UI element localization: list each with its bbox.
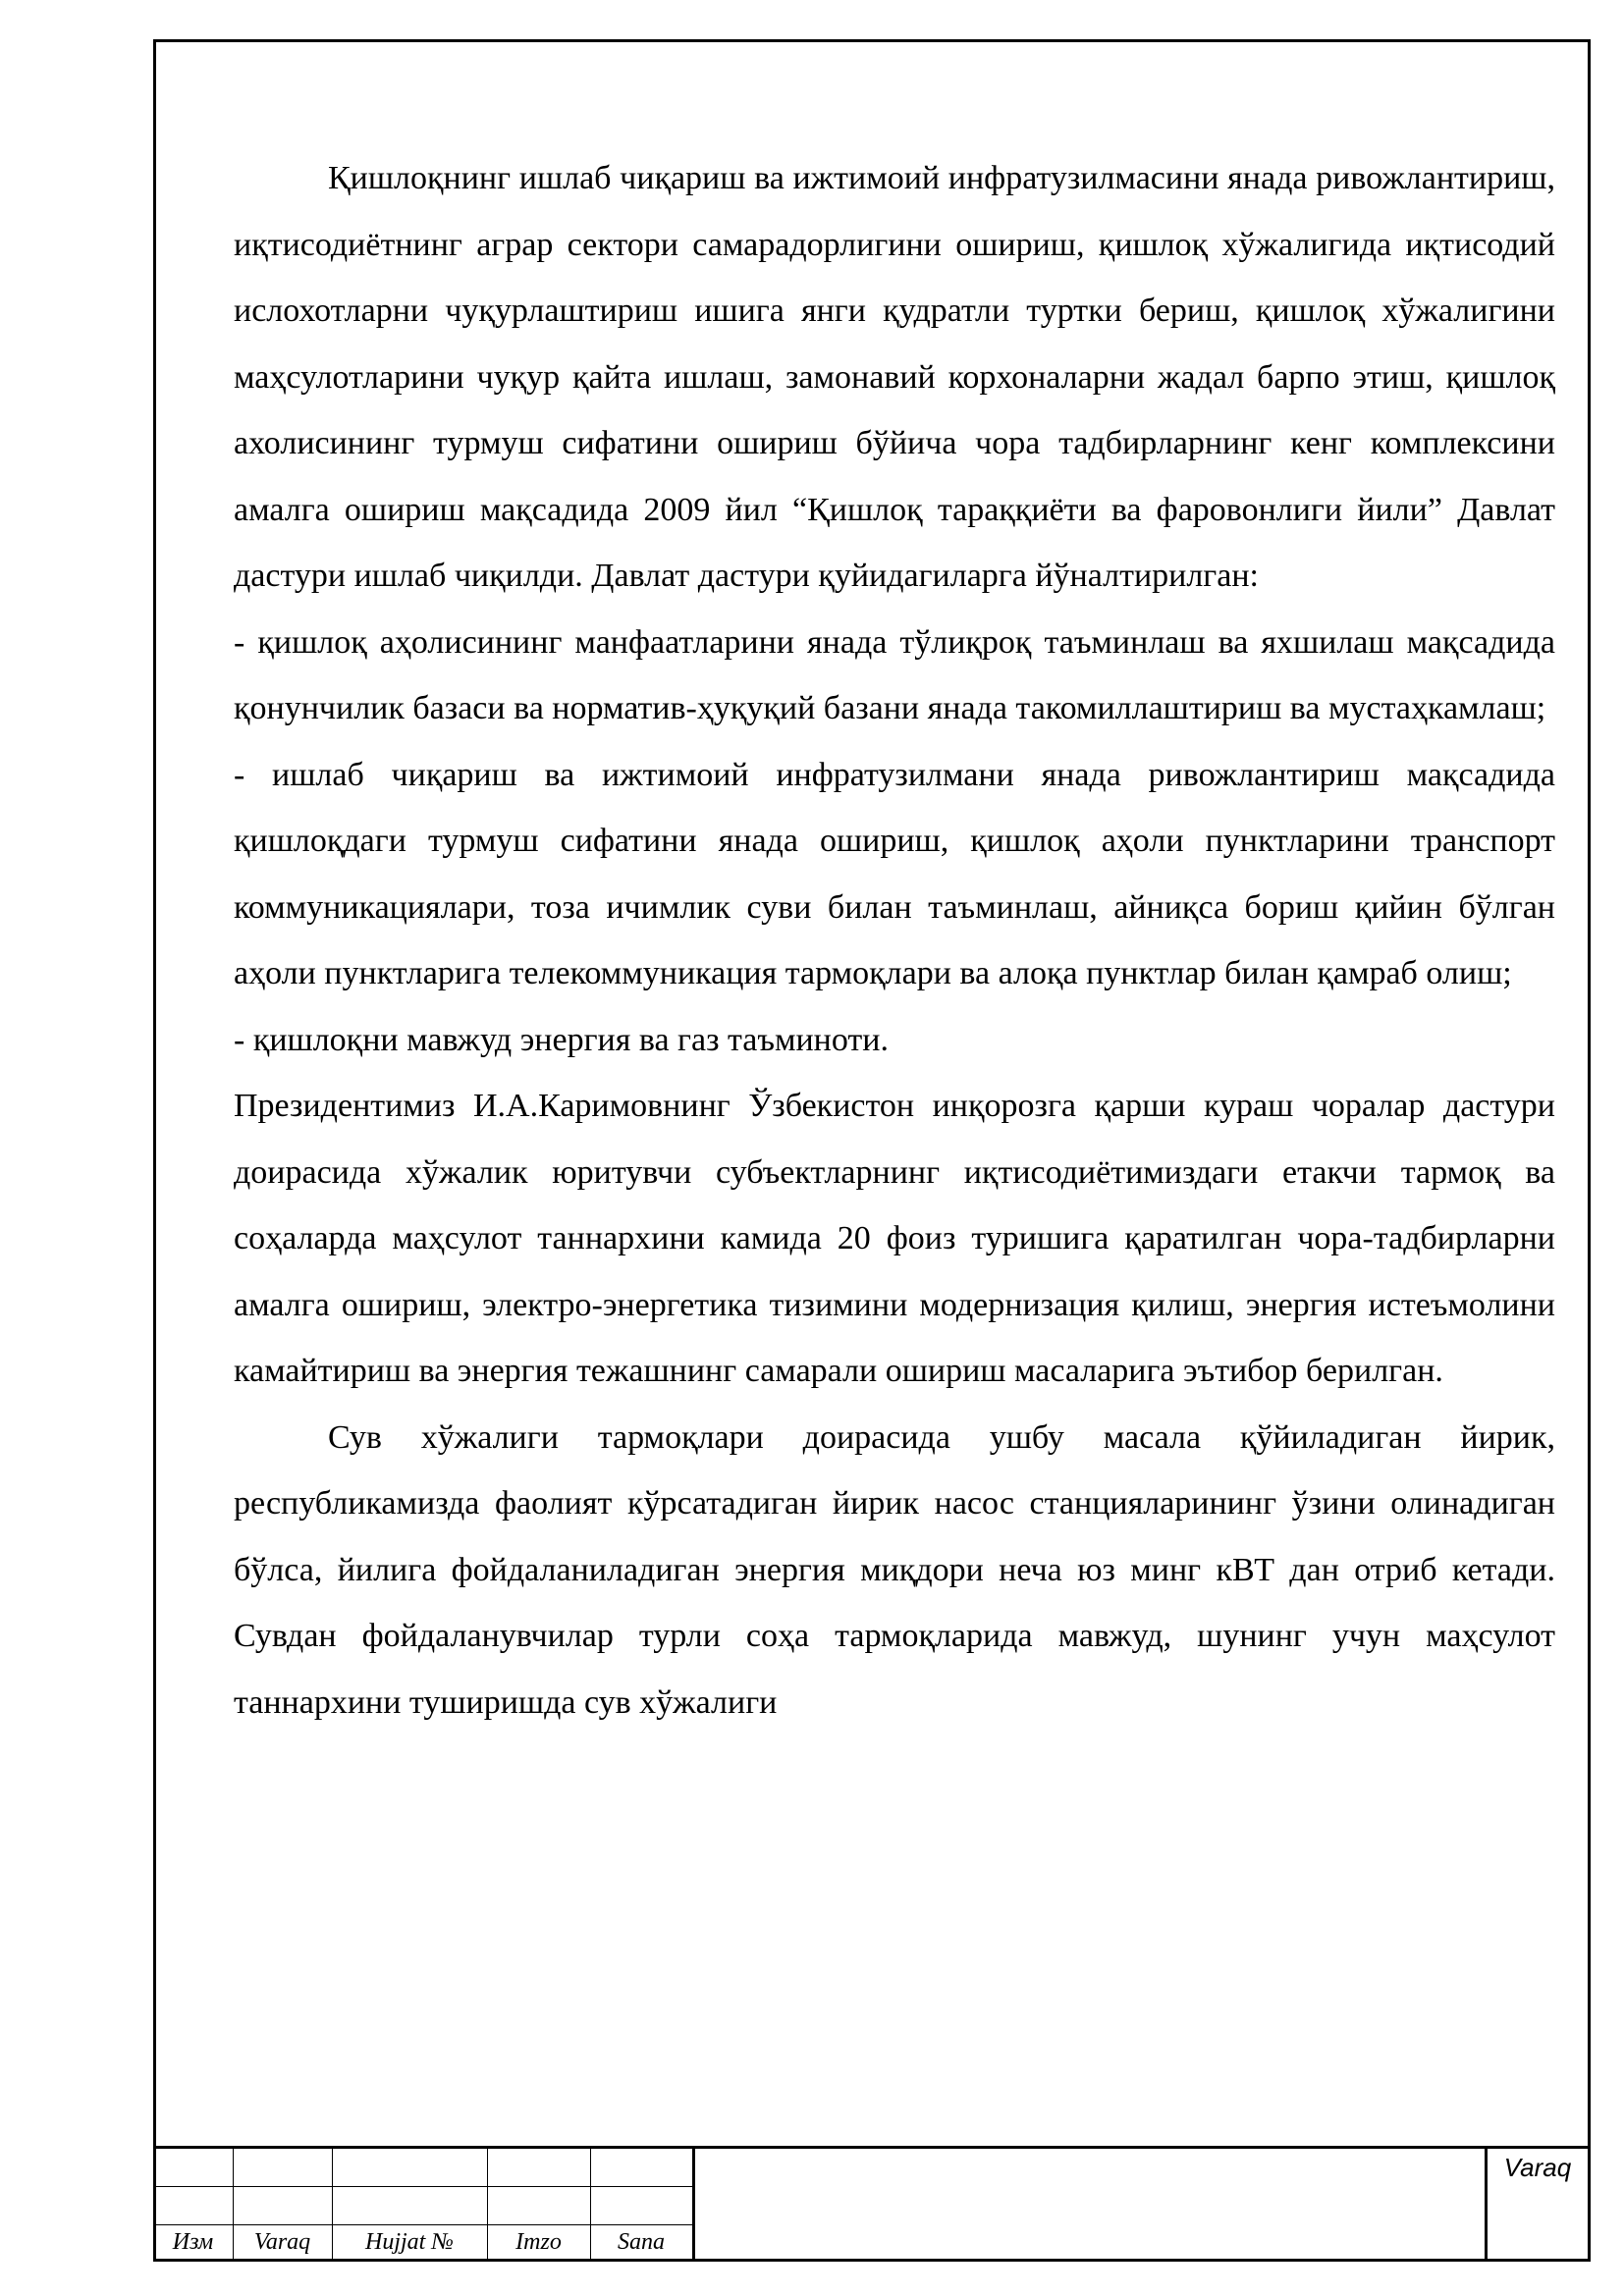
paragraph-6: Сув хўжалиги тармоқлари доирасида ушбу масала қўйиладиган йирик, республикамизда фаолият кўрсатадиган йирик насос станцияларининг ўзини олинадиган бўлса, йилига фойдаланиладиган энергия миқдори неча юз минг кВТ дан отриб кетади. Сувдан фойдаланувчилар турли соҳа тармоқларида мавжуд, шунинг учун маҳсулот таннархини туширишда сув хўжалиги [234, 1418, 1555, 1721]
title-block [153, 2146, 1591, 2262]
izm-label: Изм [172, 2229, 214, 2255]
sana-label: Sana [618, 2229, 665, 2255]
paragraph-5: Президентимиз И.А.Каримовнинг Ўзбекистон инқорозга қарши кураш чоралар дастури доирасида хўжалик юритувчи субъектларнинг иқтисодиётимиздаги етакчи тармоқ ва соҳаларда маҳсулот таннархини камида 20 фоиз туришига қаратилган чора-тадбирларни амалга ошириш, электро-энергетика тизимини модернизация қилиш, энергия истеъмолини камайтириш ва энергия тежашнинг самарали ошириш масаларига эътибор берилган. [234, 1088, 1555, 1389]
title-block-grid [153, 2149, 695, 2262]
paragraph-2: - қишлоқ аҳолисининг манфаатларини янада тўлиқроқ таъминлаш ва яхшилаш мақсадида қонунчилик базаси ва норматив-ҳуқуқий базани янада такомиллаштириш ва мустаҳкамлаш; [234, 623, 1555, 726]
paragraph-3: - ишлаб чиқариш ва ижтимоий инфратузилмани янада ривожлантириш мақсадида қишлоқдаги турмуш сифатини янада ошириш, қишлоқ аҳоли пунктларини транспорт коммуникациялари, тоза ичимлик суви билан таъминлаш, айниқса бориш қийин бўлган аҳоли пунктларига телекоммуникация тармоқлари ва алоқа пунктлар билан қамраб олиш; [234, 756, 1555, 991]
hujjat-label: Hujjat № [365, 2229, 454, 2255]
varaq-label: Varaq [253, 2229, 311, 2255]
grid-row-line [153, 2224, 692, 2225]
sheet-label: Varaq [1503, 2153, 1572, 2182]
sheet-number-box [1485, 2149, 1588, 2262]
paragraph-4: - қишлоқни мавжуд энергия ва газ таъминоти. [234, 1021, 889, 1058]
imzo-label: Imzo [515, 2229, 562, 2255]
grid-row-line [153, 2186, 692, 2187]
paragraph-1: Қишлоқнинг ишлаб чиқариш ва ижтимоий инфратузилмасини янада ривожлантириш, иқтисодиётнинг аграр сектори самарадорлигини ошириш, қишлоқ хўжалигида иқтисодий ислохотларни чуқурлаштириш ишига янги қудратли туртки бериш, қишлоқ хўжалигини маҳсулотларини чуқур қайта ишлаш, замонавий корхоналарни жадал барпо этиш, қишлоқ ахолисининг турмуш сифатини ошириш бўйича чора тадбирларнинг кенг комплексини амалга ошириш мақсадида 2009 йил “Қишлоқ тараққиёти ва фаровонлиги йили” Давлат дастури ишлаб чиқилди. Давлат дастури қуйидагиларга йўналтирилган: [234, 160, 1555, 594]
document-body [234, 145, 1555, 1735]
